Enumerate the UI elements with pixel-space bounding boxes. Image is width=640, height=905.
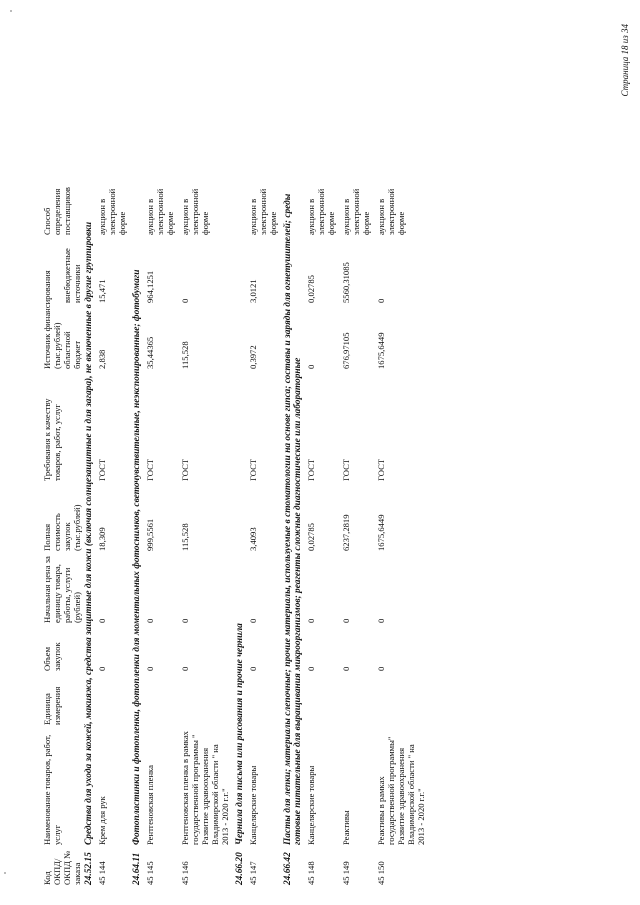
item-requirements: ГОСТ (145, 458, 155, 481)
item-full-cost: 115,528 (180, 523, 190, 551)
item-volume: 0 (376, 666, 386, 671)
item-volume: 0 (306, 666, 316, 671)
item-full-cost: 3,4093 (248, 527, 258, 551)
page-number: Страница 18 из 34 (620, 24, 630, 97)
item-regional-budget: 0 (306, 364, 316, 369)
section-code: 24.52.15 (84, 852, 94, 885)
section-row (233, 173, 246, 887)
table-row (178, 173, 233, 887)
item-unit (95, 673, 130, 727)
item-full-cost: 1675,6449 (376, 514, 386, 551)
item-method: аукцион в электронной форме (180, 188, 210, 235)
item-requirements: ГОСТ (376, 458, 386, 481)
item-unit (143, 673, 178, 727)
item-requirements: ГОСТ (306, 458, 316, 481)
section-title: Средства для ухода за кожей, макияжа, средства защитные для кожи (включая солнцезащитные и для загара), не включенные в другие группировки (84, 221, 94, 845)
item-method: аукцион в электронной форме (306, 188, 336, 235)
item-volume: 0 (145, 666, 155, 671)
item-extrabudget: 0,02785 (306, 275, 316, 303)
item-method: аукцион в электронной форме (248, 188, 278, 235)
table-row (339, 173, 374, 887)
item-requirements: ГОСТ (180, 458, 190, 481)
section-row (281, 173, 304, 887)
section-row (130, 173, 143, 887)
item-extrabudget: 0 (376, 298, 386, 303)
item-full-cost: 999,5561 (145, 518, 155, 551)
item-extrabudget: 5560,31085 (341, 262, 351, 303)
item-name: Реактивы в рамках государственной программы" Развитие здравоохранения Владимирской области " на 2013 - 2020 г.г." (376, 736, 426, 845)
section-title: Пасты для лепки; материалы слепочные; прочие материалы, используемые в стоматологии на основе гипса; составы и заряды для огнетушителей; среды готовые питательные для выращивания микроорганизмов; реагенты сложные диагностические или лабораторные (283, 193, 303, 845)
item-requirements: ГОСТ (248, 458, 258, 481)
item-extrabudget: 3,0121 (248, 279, 258, 303)
header-method: Способ определения поставщиков (42, 187, 72, 235)
item-extrabudget: 964,1251 (145, 270, 155, 303)
item-price: 0 (145, 618, 155, 623)
table-row (143, 173, 178, 887)
section-title: Чернила для письма или рисования и прочие чернила (235, 623, 245, 845)
item-name: Рентгеновская пленка (145, 765, 155, 845)
header-code: Код ОКПД/ ОКПД № заказа (42, 850, 82, 885)
section-code: 24.66.20 (235, 852, 245, 885)
item-volume: 0 (341, 666, 351, 671)
section-code: 24.64.11 (132, 852, 142, 885)
item-requirements: ГОСТ (97, 458, 107, 481)
header-name: Наименование товаров, работ, услуг (42, 734, 62, 845)
item-method: аукцион в электронной форме (97, 188, 127, 235)
item-price: 0 (248, 618, 258, 623)
item-unit (178, 673, 233, 727)
table-row (374, 173, 429, 887)
section-code: 24.66.42 (283, 852, 293, 885)
item-regional-budget: 676,97105 (341, 332, 351, 369)
row-number: 45 145 (145, 861, 155, 885)
section-title: Фотопластинки и фотопленки, фотопленки для моментальных фотоснимков, светочувствительные, неэкспонированные; фотобумаги (132, 269, 142, 845)
item-regional-budget: 115,528 (180, 341, 190, 369)
procurement-table (42, 173, 429, 887)
item-unit (374, 673, 429, 727)
item-unit (339, 673, 374, 727)
item-full-cost: 18,309 (97, 527, 107, 551)
item-unit (304, 673, 339, 727)
item-regional-budget: 35,44365 (145, 336, 155, 369)
item-name: Рентгеновская пленка в рамках государственной программы " Развитие здравоохранения Владимирской области " на 2013 - 2020 г.г." (180, 731, 230, 845)
header-funding-regional: областной бюджет (62, 331, 82, 369)
scan-speck (4, 872, 6, 874)
header-requirements: Требования к качеству товаров, работ, услуг (42, 398, 62, 481)
table-body (82, 173, 429, 887)
item-full-cost: 6237,2819 (341, 514, 351, 551)
item-full-cost: 0,02785 (306, 523, 316, 551)
item-volume: 0 (248, 666, 258, 671)
item-price: 0 (341, 618, 351, 623)
section-row (82, 173, 95, 887)
row-number: 45 146 (180, 861, 190, 885)
item-method: аукцион в электронной форме (145, 188, 175, 235)
header-volume: Объем закупок (42, 642, 62, 671)
item-name: Канцелярские товары (248, 765, 258, 845)
item-name: Канцелярские товары (306, 765, 316, 845)
item-price: 0 (376, 618, 386, 623)
item-method: аукцион в электронной форме (376, 188, 406, 235)
table-row (95, 173, 130, 887)
item-volume: 0 (97, 666, 107, 671)
item-name: Реактивы (341, 810, 351, 845)
row-number: 45 150 (376, 861, 386, 885)
header-unit: Единица измерения (42, 686, 62, 725)
item-volume: 0 (180, 666, 190, 671)
header-funding: Источник финансирования (тыс.рублей) (42, 270, 62, 369)
table-row (246, 173, 281, 887)
item-price: 0 (97, 618, 107, 623)
scan-speck (10, 10, 12, 12)
row-number: 45 148 (306, 861, 316, 885)
table-row (304, 173, 339, 887)
row-number: 45 144 (97, 861, 107, 885)
item-unit (246, 673, 281, 727)
item-regional-budget: 1675,6449 (376, 332, 386, 369)
item-extrabudget: 0 (180, 298, 190, 303)
item-regional-budget: 2,838 (97, 349, 107, 369)
item-name: Крем для рук (97, 796, 107, 845)
row-number: 45 147 (248, 861, 258, 885)
header-funding-extra: внебюджетные источники (62, 248, 82, 303)
item-price: 0 (180, 618, 190, 623)
header-full-cost: Полная стоимость закупок (тыс.рублей) (42, 504, 82, 551)
header-initial-price: Начальная цена за единицу товара, работы, услуги (рублей) (42, 556, 82, 623)
item-requirements: ГОСТ (341, 458, 351, 481)
item-method: аукцион в электронной форме (341, 188, 371, 235)
item-regional-budget: 0,3972 (248, 345, 258, 369)
row-number: 45 149 (341, 861, 351, 885)
item-price: 0 (306, 618, 316, 623)
item-extrabudget: 15,471 (97, 279, 107, 303)
